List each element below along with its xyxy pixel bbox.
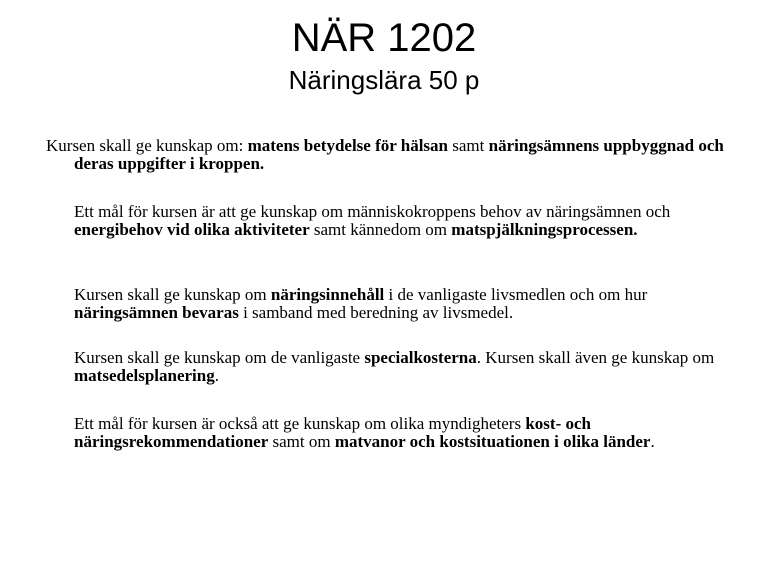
paragraph-energy-needs <box>74 203 734 239</box>
text-segment-bold: matsedelsplanering <box>74 366 215 385</box>
paragraph-recommendations <box>74 415 734 451</box>
text-segment: Kursen skall ge kunskap om de vanligaste <box>74 348 365 367</box>
text-segment: samt om <box>268 432 335 451</box>
text-segment-bold: specialkosterna <box>364 348 477 367</box>
paragraph-special-diets <box>74 349 734 385</box>
slide-title: NÄR 1202 <box>291 16 477 60</box>
text-segment-bold: näringsämnen bevaras <box>74 303 239 322</box>
text-segment: Ett mål för kursen är också att ge kunskap om olika myndigheters <box>74 414 526 433</box>
text-segment-bold: matvanor och kostsituationen i olika länder <box>334 432 651 451</box>
text-segment: Ett mål för kursen är att ge kunskap om människokroppens behov av näringsämnen och <box>74 202 671 221</box>
text-segment: i de vanligaste livsmedlen och om hur <box>384 285 648 304</box>
text-segment-bold: energibehov vid olika aktiviteter <box>74 220 310 239</box>
text-segment: samt kännedom om <box>309 220 452 239</box>
text-segment: samt <box>448 136 489 155</box>
text-segment: . Kursen skall även ge kunskap om <box>476 348 715 367</box>
text-segment-bold: matens betydelse för hälsan <box>247 136 448 155</box>
paragraph-nutrient-content <box>74 286 734 322</box>
text-segment: . <box>650 432 655 451</box>
paragraph-course-aims <box>46 137 764 173</box>
text-segment: Kursen skall ge kunskap om: <box>46 136 248 155</box>
text-segment-bold: näringsinnehåll <box>270 285 385 304</box>
text-segment: i samband med beredning av livsmedel. <box>238 303 514 322</box>
text-segment-bold: kost- och näringsrekommendationer <box>74 414 591 451</box>
text-segment: Kursen skall ge kunskap om <box>74 285 271 304</box>
text-segment-bold: näringsämnens uppbyggnad och deras uppgifter i kroppen. <box>74 136 724 173</box>
slide-subtitle: Näringslära 50 p <box>288 65 480 95</box>
text-segment-bold: matspjälkningsprocessen. <box>451 220 638 239</box>
text-segment: . <box>214 366 219 385</box>
